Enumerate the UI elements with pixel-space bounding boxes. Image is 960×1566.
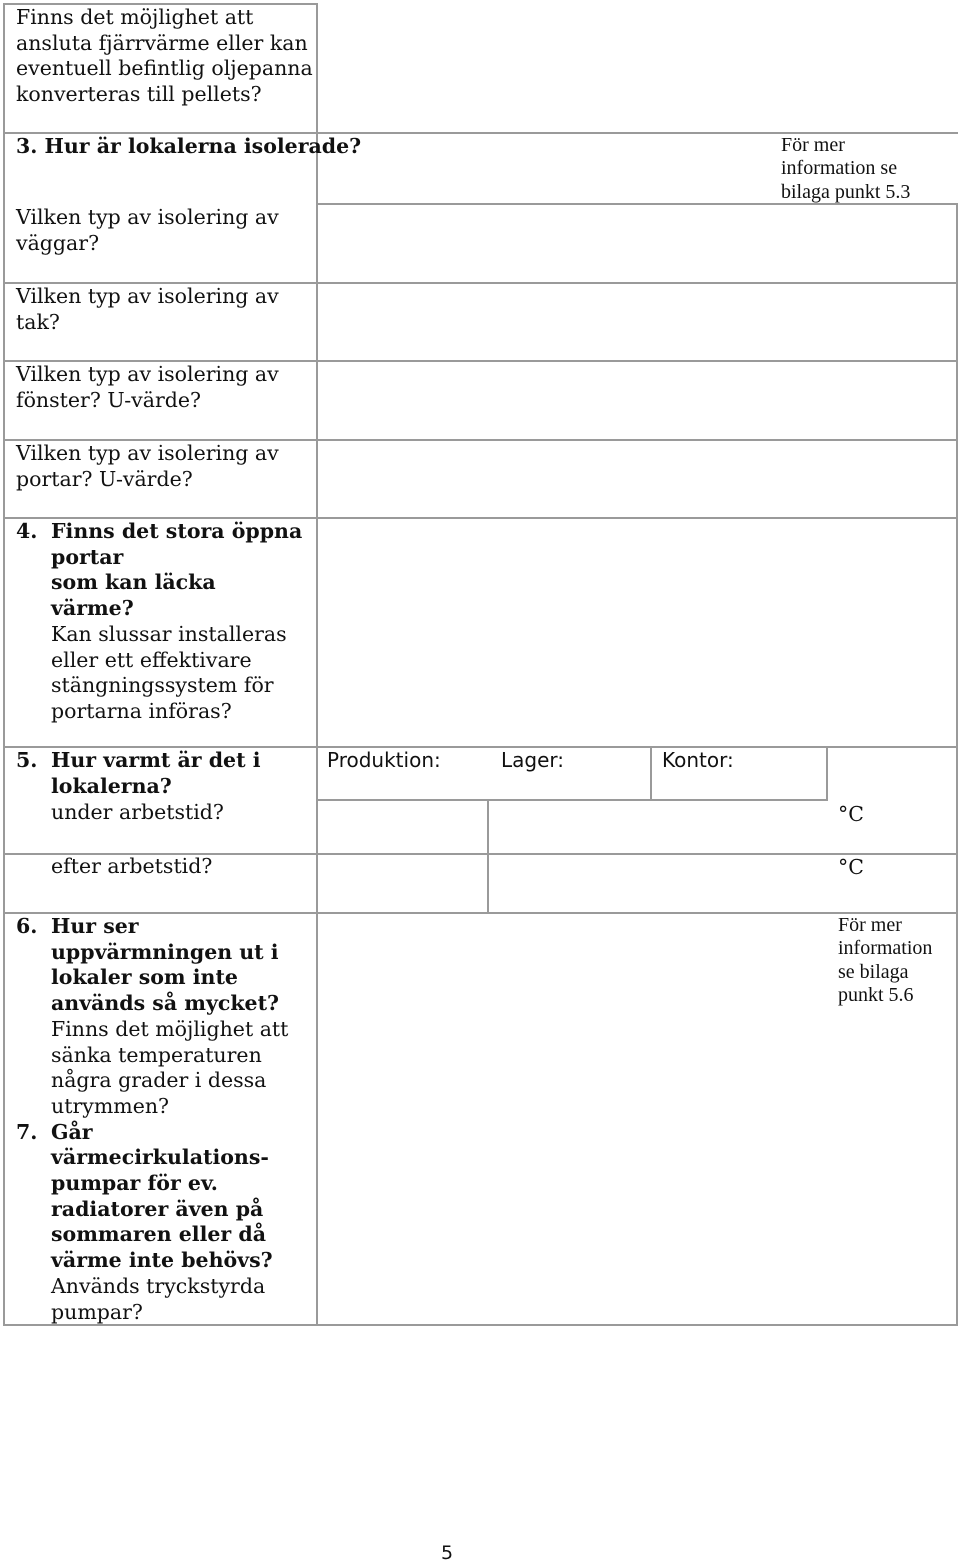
section-7-heading: pumpar för ev. [51, 1171, 218, 1195]
section-6-body: utrymmen? [51, 1093, 170, 1118]
column-header-kontor: Kontor: [662, 748, 734, 772]
section-7-heading: sommaren eller då [51, 1222, 266, 1247]
section-6-heading: lokaler som inte [51, 965, 238, 990]
section-4-heading: värme? [51, 596, 134, 621]
section-3-heading: 3. Hur är lokalerna isolerade? [16, 134, 362, 158]
section-5-heading: Hur varmt är det i [51, 748, 261, 772]
answer-field-fjarrvarme[interactable] [318, 5, 956, 132]
section-7-heading: värme inte behövs? [51, 1248, 273, 1273]
section-6-body: några grader i dessa [51, 1068, 267, 1093]
section-4-body: eller ett effektivare [51, 647, 252, 672]
section-4-heading: Finns det stora öppna [51, 519, 303, 543]
section-5-heading: lokalerna? [51, 773, 172, 798]
input-produktion-efter[interactable] [318, 855, 487, 912]
section-7-heading: Går [51, 1119, 93, 1144]
section-7-body: pumpar? [51, 1299, 143, 1324]
section-4-body: stängningssystem för [51, 673, 274, 698]
section-4-body: Kan slussar installeras [51, 621, 287, 646]
column-header-produktion: Produktion: [327, 748, 441, 772]
answer-field-doors[interactable] [318, 441, 956, 517]
section-7-heading: radiatorer även på [51, 1196, 264, 1221]
section-6-body: sänka temperaturen [51, 1042, 262, 1067]
section-4-heading: portar [51, 544, 124, 569]
answer-field-section-4[interactable] [318, 519, 956, 746]
input-lager-kontor-under[interactable] [489, 801, 826, 853]
section-7-body: Används tryckstyrda [51, 1273, 266, 1298]
question-line: konverteras till pellets? [16, 82, 262, 107]
section-4-heading: som kan läcka [51, 570, 216, 595]
row-label-under-arbetstid: under arbetstid? [51, 800, 224, 824]
section-6-number: 6. [16, 914, 38, 938]
input-lager-kontor-efter[interactable] [489, 855, 826, 912]
answer-field-roof[interactable] [318, 284, 956, 360]
section-6-heading: används så mycket? [51, 991, 280, 1016]
section-6-heading: uppvärmningen ut i [51, 939, 279, 964]
section-7-heading: värmecirkulations- [51, 1145, 269, 1170]
section-4-body: portarna införas? [51, 698, 232, 723]
page-number: 5 [441, 1542, 454, 1564]
answer-field-windows[interactable] [318, 362, 956, 439]
question-line: eventuell befintlig oljepanna [16, 56, 313, 81]
unit-celsius-under: °C [838, 802, 864, 826]
section-6-heading: Hur ser [51, 914, 139, 938]
input-produktion-under[interactable] [318, 801, 487, 853]
answer-field-section-6-7[interactable] [318, 914, 828, 1324]
row-label-efter-arbetstid: efter arbetstid? [51, 854, 213, 878]
answer-field-walls[interactable] [318, 205, 956, 282]
question-line: ansluta fjärrvärme eller kan [16, 30, 308, 55]
section-5-number: 5. [16, 748, 38, 772]
column-header-lager: Lager: [501, 748, 565, 772]
section-6-body: Finns det möjlighet att [51, 1016, 289, 1041]
question-line: Finns det möjlighet att [16, 5, 254, 29]
section-7-number: 7. [16, 1119, 38, 1144]
unit-celsius-efter: °C [838, 855, 864, 879]
section-4-number: 4. [16, 519, 38, 543]
